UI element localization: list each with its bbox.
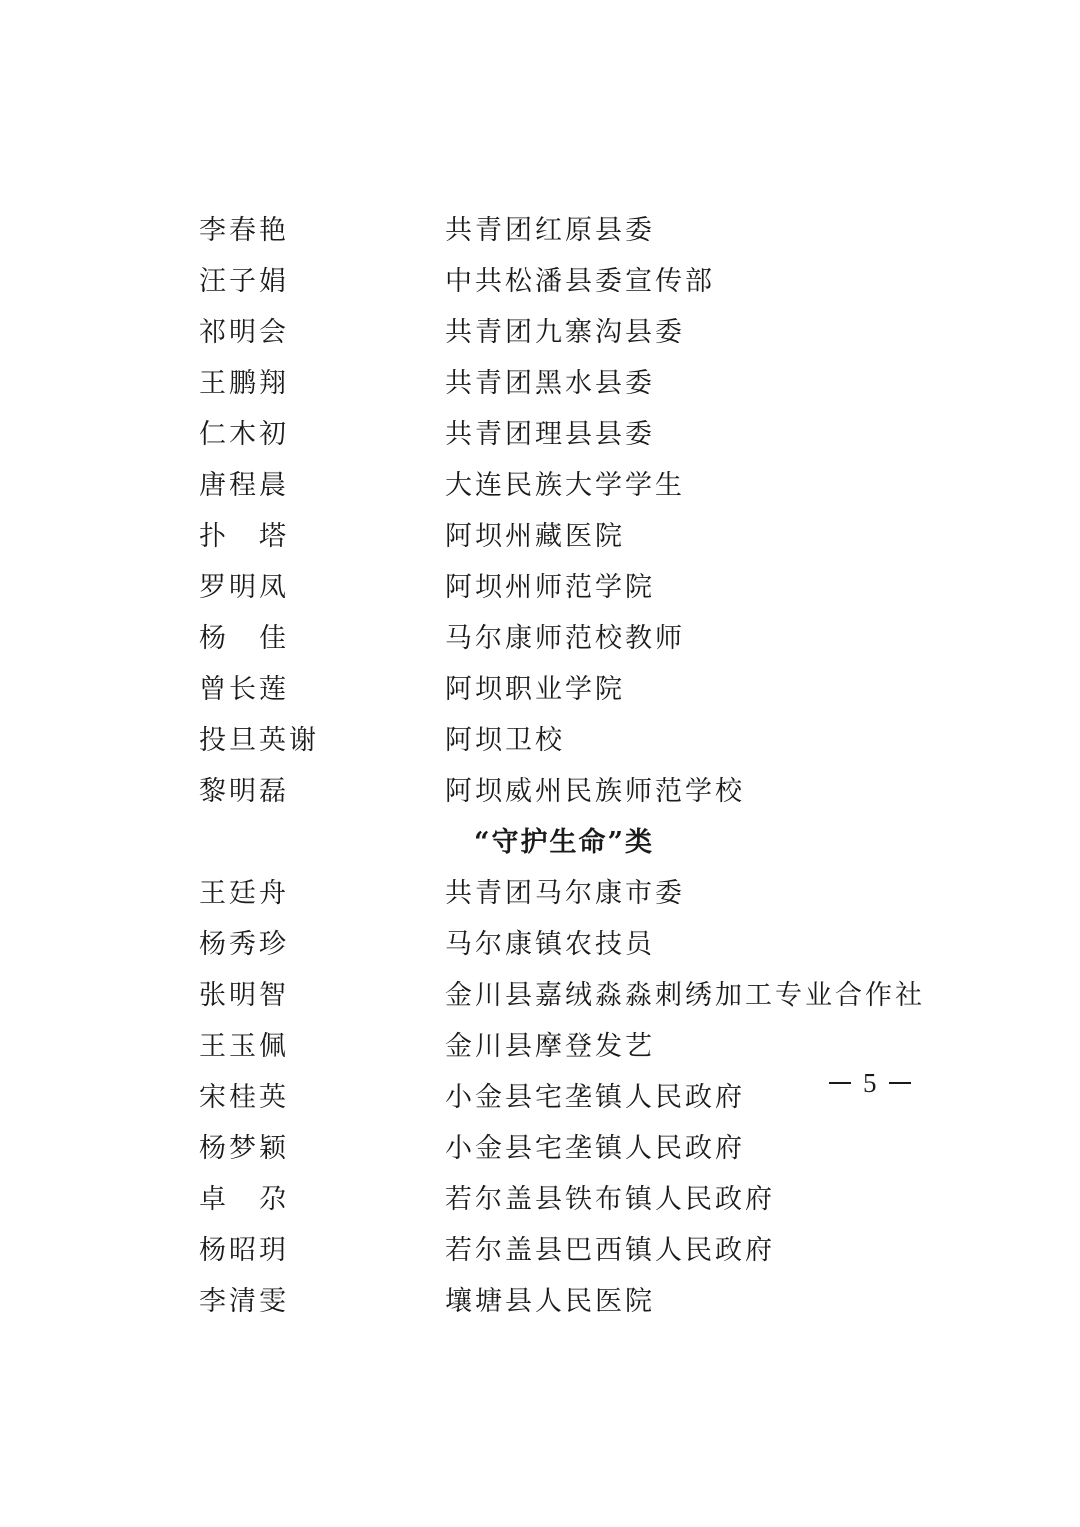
person-name: 宋桂英 — [199, 1082, 289, 1113]
organization: 中共松潘县委宣传部 — [445, 266, 715, 297]
list-item — [199, 613, 959, 664]
organization: 若尔盖县巴西镇人民政府 — [445, 1235, 775, 1266]
person-name: 杨昭玥 — [199, 1235, 289, 1266]
organization: 共青团黑水县委 — [445, 368, 655, 399]
list-item — [199, 664, 959, 715]
person-name: 黎明磊 — [199, 776, 289, 807]
person-name: 汪子娟 — [199, 266, 289, 297]
list-item — [199, 970, 959, 1021]
list-item — [199, 1123, 959, 1174]
person-name: 卓 尕 — [199, 1184, 289, 1215]
person-name: 曾长莲 — [199, 674, 289, 705]
organization: 阿坝职业学院 — [445, 674, 625, 705]
honoree-roster — [199, 205, 959, 1327]
page-number — [829, 1063, 911, 1103]
list-item — [199, 868, 959, 919]
organization: 大连民族大学学生 — [445, 470, 685, 501]
person-name: 李清雯 — [199, 1286, 289, 1317]
organization: 若尔盖县铁布镇人民政府 — [445, 1184, 775, 1215]
organization: 金川县摩登发艺 — [445, 1031, 655, 1062]
list-item — [199, 409, 959, 460]
person-name: 张明智 — [199, 980, 289, 1011]
organization: 共青团马尔康市委 — [445, 878, 685, 909]
list-item — [199, 562, 959, 613]
person-name: 投旦英谢 — [199, 725, 319, 756]
organization: 阿坝州藏医院 — [445, 521, 625, 552]
list-item — [199, 307, 959, 358]
list-item — [199, 256, 959, 307]
person-name: 王玉佩 — [199, 1031, 289, 1062]
list-item — [199, 358, 959, 409]
organization: 小金县宅垄镇人民政府 — [445, 1133, 745, 1164]
organization: 马尔康镇农技员 — [445, 929, 655, 960]
list-item — [199, 766, 959, 817]
person-name: 罗明凤 — [199, 572, 289, 603]
organization: 阿坝卫校 — [445, 725, 565, 756]
organization: 壤塘县人民医院 — [445, 1286, 655, 1317]
list-item — [199, 205, 959, 256]
organization: 共青团九寨沟县委 — [445, 317, 685, 348]
organization: 金川县嘉绒淼淼刺绣加工专业合作社 — [445, 980, 925, 1011]
list-item — [199, 460, 959, 511]
person-name: 杨秀珍 — [199, 929, 289, 960]
person-name: 仁木初 — [199, 419, 289, 450]
person-name: 李春艳 — [199, 215, 289, 246]
person-name: 杨梦颖 — [199, 1133, 289, 1164]
folio-dash-right — [889, 1082, 911, 1084]
list-item — [199, 1225, 959, 1276]
page-number-value: 5 — [863, 1067, 877, 1098]
organization: 马尔康师范校教师 — [445, 623, 685, 654]
list-item — [199, 1174, 959, 1225]
person-name: 王廷舟 — [199, 878, 289, 909]
person-name: 祁明会 — [199, 317, 289, 348]
list-item — [199, 919, 959, 970]
organization: 小金县宅垄镇人民政府 — [445, 1082, 745, 1113]
category-heading: “守护生命”类 — [474, 827, 655, 858]
organization: 阿坝威州民族师范学校 — [445, 776, 745, 807]
organization: 共青团理县县委 — [445, 419, 655, 450]
person-name: 扑 塔 — [199, 521, 289, 552]
organization: 阿坝州师范学院 — [445, 572, 655, 603]
organization: 共青团红原县委 — [445, 215, 655, 246]
person-name: 唐程晨 — [199, 470, 289, 501]
list-item — [199, 511, 959, 562]
list-item — [199, 1276, 959, 1327]
person-name: 王鹏翔 — [199, 368, 289, 399]
person-name: 杨 佳 — [199, 623, 289, 654]
list-item — [199, 715, 959, 766]
folio-dash-left — [829, 1082, 851, 1084]
